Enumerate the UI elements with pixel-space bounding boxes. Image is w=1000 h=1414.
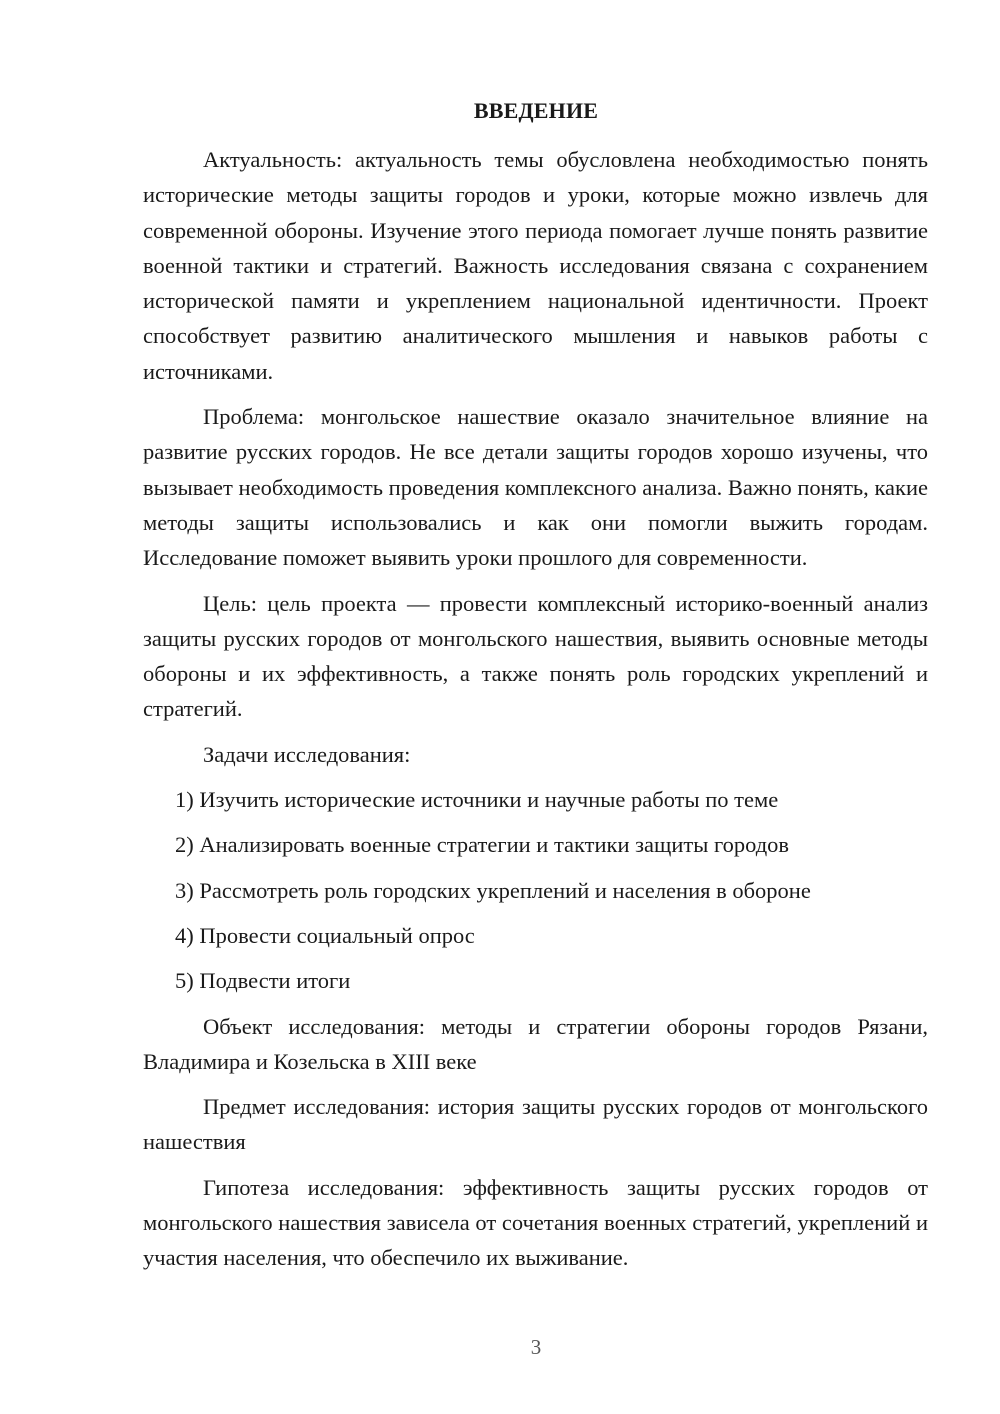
list-item: 4) Провести социальный опрос [175,922,475,948]
paragraph-problem: Проблема: монгольское нашествие оказало значительное влияние на развитие русских городов. Не все детали защиты городов хорошо изучены, что вызывает необходимость проведения комплексного анализа. Важно понять, какие методы защиты использовались и как они помогли выжить городам. Исследование поможет выявить уроки прошлого для современности. [143,404,928,571]
list-item: 3) Рассмотреть роль городских укреплений и населения в обороне [175,877,811,903]
tasks-list [143,782,928,998]
paragraph-subject: Предмет исследования: история защиты русских городов от монгольского нашествия [143,1094,928,1155]
paragraph-hypothesis: Гипотеза исследования: эффективность защиты русских городов от монгольского нашествия зависела от сочетания военных стратегий, укреплений и участия населения, что обеспечило их выживание. [143,1174,928,1271]
paragraph-relevance: Актуальность: актуальность темы обусловлена необходимостью понять исторические методы защиты городов и уроки, которые можно извлечь для современной обороны. Изучение этого периода помогает лучше понять развитие военной тактики и стратегий. Важность исследования связана с сохранением исторической памяти и укреплением национальной идентичности. Проект способствует развитию аналитического мышления и навыков работы с источниками. [143,147,928,384]
list-item: 2) Анализировать военные стратегии и тактики защиты городов [175,832,790,858]
page-number: 3 [530,1335,542,1359]
list-item: 5) Подвести итоги [175,968,351,994]
document-body [143,142,928,1286]
paragraph-object: Объект исследования: методы и стратегии обороны городов Рязани, Владимира и Козельска в XIII веке [143,1013,928,1074]
paragraph-tasks-heading: Задачи исследования: [203,741,411,767]
page-title: ВВЕДЕНИЕ [473,98,599,123]
paragraph-goal: Цель: цель проекта — провести комплексный историко-военный анализ защиты русских городов от монгольского нашествия, выявить основные методы обороны и их эффективность, а также понять роль городских укреплений и стратегий. [143,590,928,722]
list-item: 1) Изучить исторические источники и научные работы по теме [175,787,779,813]
